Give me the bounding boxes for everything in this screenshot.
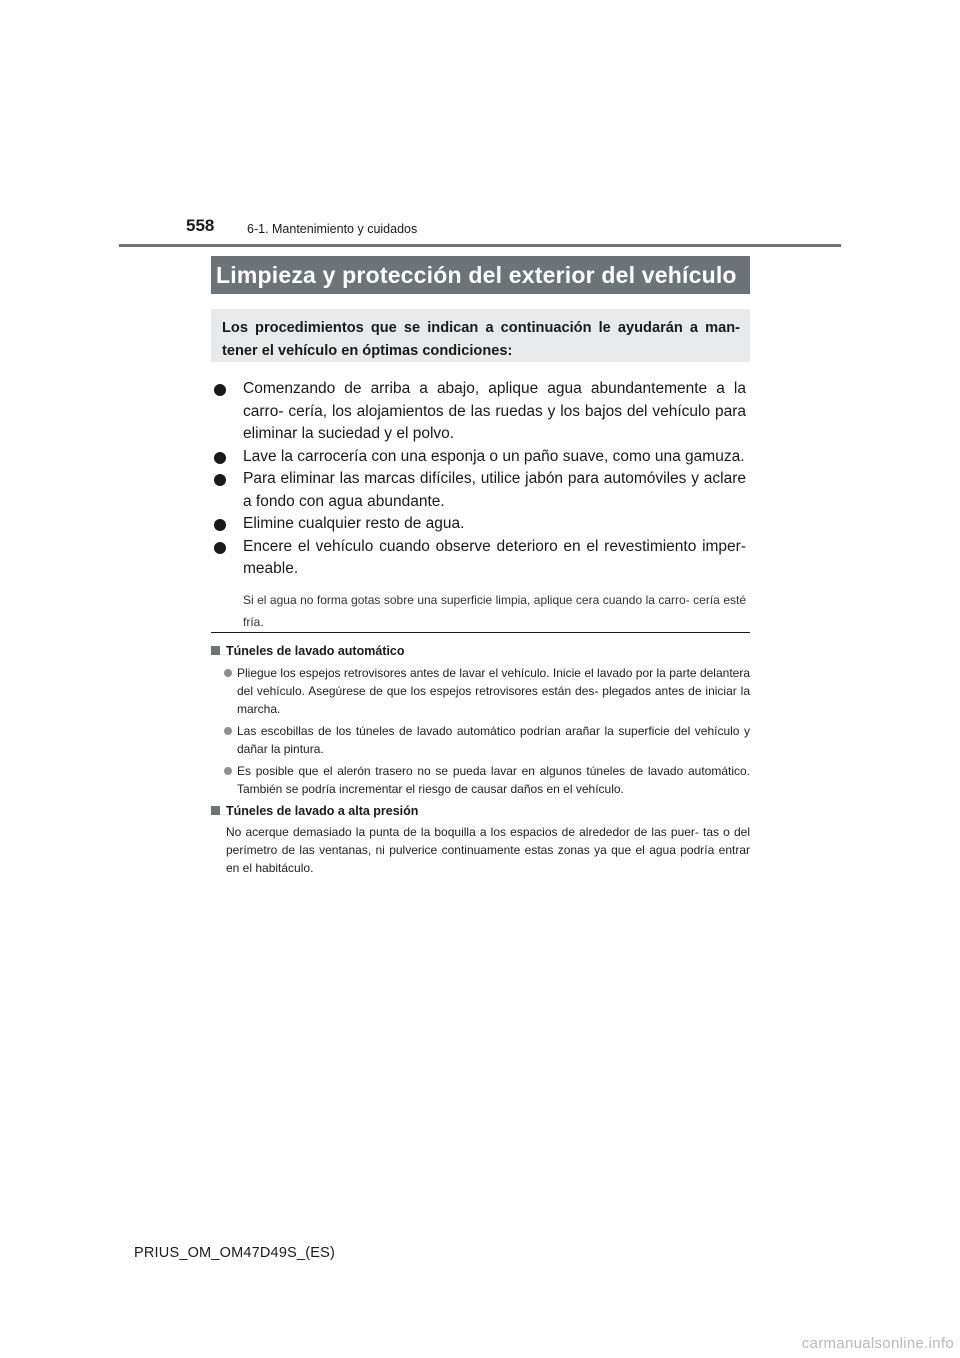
page-number: 558 [186,216,215,235]
note-sub-item-text: Pliegue los espejos retrovisores antes de lavar el vehículo. Inicie el lavado por la parte delantera del vehículo. Asegúrese de que los espejos retrovisores están des- plegados antes de iniciar la marcha. [237,666,750,716]
step-item [214,446,746,469]
square-bullet-icon [211,806,220,815]
intro-line-2: tener el vehículo en óptimas condiciones: [222,343,513,359]
bullet-icon [214,452,226,464]
bullet-icon [214,474,226,486]
step-text: Encere el vehículo cuando observe deterioro en el revestimiento imper- meable. [243,537,746,577]
section-label: 6-1. Mantenimiento y cuidados [247,222,418,236]
step-text: Para eliminar las marcas difíciles, utilice jabón para automóviles y aclare a fondo con agua abundante. [243,470,746,510]
step-text: Elimine cualquier resto de agua. [243,515,465,532]
bullet-icon [214,519,226,531]
bullet-icon [214,542,226,554]
watermark: carmanualsonline.info [801,1335,954,1352]
step-note: Si el agua no forma gotas sobre una superficie limpia, aplique cera cuando la carro- cería esté fría. [243,592,746,629]
square-bullet-icon [211,646,220,655]
step-item [214,513,746,536]
note-sub-item-text: Es posible que el alerón trasero no se pueda lavar en algunos túneles de lavado automático. También se podría incrementar el riesgo de causar daños en el vehículo. [237,764,750,796]
note-heading-car-wash [211,642,750,660]
note-sub-item [211,722,750,758]
dot-bullet-icon [224,669,232,677]
main-steps-list [214,378,746,633]
step-item [214,536,746,581]
notes-section [211,642,750,877]
notes-divider [211,632,750,633]
step-text: Lave la carrocería con una esponja o un paño suave, como una gamuza. [243,447,745,465]
dot-bullet-icon [224,767,232,775]
bullet-icon [214,384,226,396]
note-sub-item [211,762,750,798]
intro-box [211,309,750,362]
step-text: Comenzando de arriba a abajo, aplique agua abundantemente a la carro- cería, los alojamientos de las ruedas y los bajos del vehículo para eliminar la suciedad y el polvo. [243,380,746,442]
dot-bullet-icon [224,727,232,735]
step-item [214,468,746,513]
page-title: Limpieza y protección del exterior del vehículo [211,256,750,294]
note-heading-high-pressure [211,802,750,820]
footer-code: PRIUS_OM_OM47D49S_(ES) [134,1245,336,1261]
intro-line-1: Los procedimientos que se indican a continuación le ayudarán a man- [222,320,740,336]
note-sub-item-text: Las escobillas de los túneles de lavado automático podrían arañar la superficie del vehículo y dañar la pintura. [237,724,750,756]
note-heading-text: Túneles de lavado automático [226,644,405,658]
step-item [214,378,746,446]
note-sub-item [211,664,750,718]
note-heading-text: Túneles de lavado a alta presión [226,804,419,818]
header-rule [119,244,841,247]
note-body: No acerque demasiado la punta de la boquilla a los espacios de alrededor de las puer- tas o del perímetro de las ventanas, ni pulverice continuamente estas zonas ya que el agua podría entrar en el habitáculo. [226,825,750,875]
